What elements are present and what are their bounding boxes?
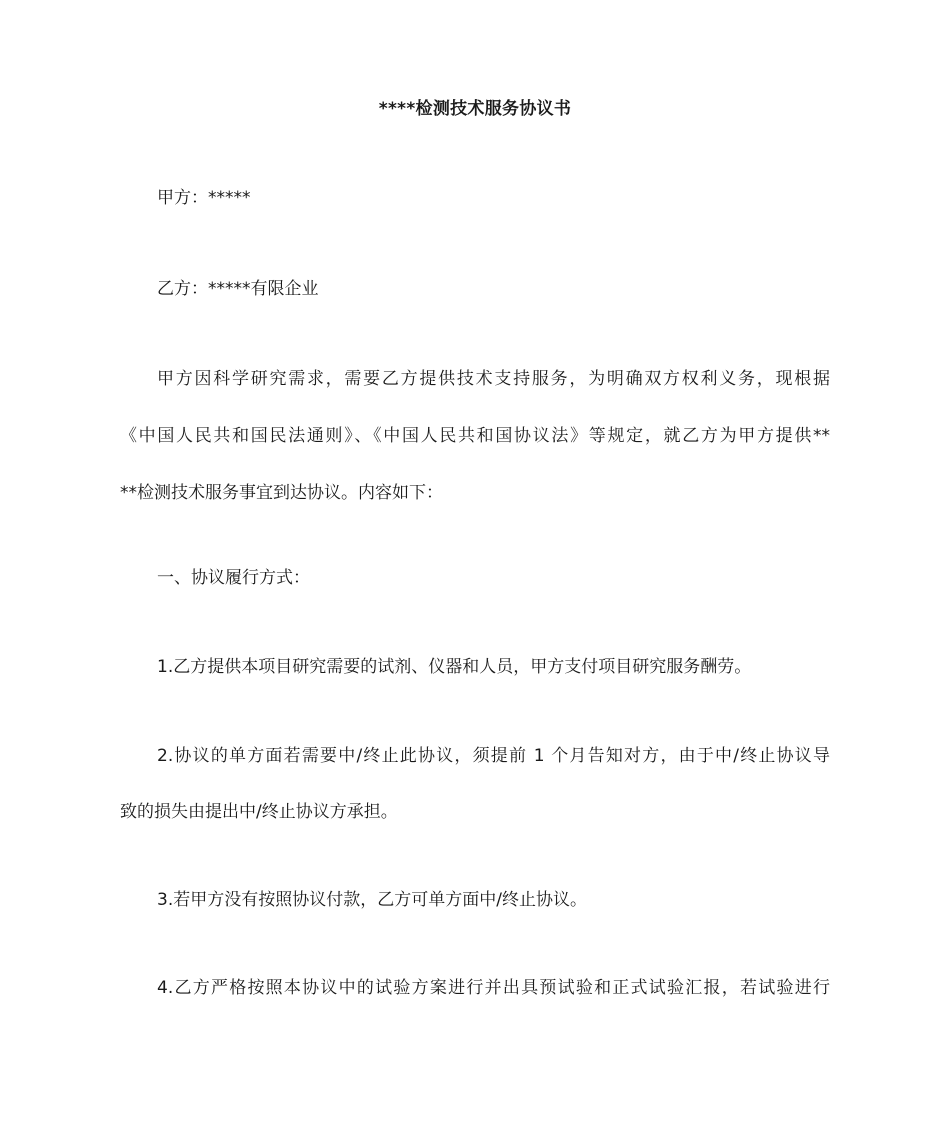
intro-paragraph-line-1: 甲方因科学研究需求，需要乙方提供技术支持服务，为明确双方权利义务，现根据	[157, 369, 830, 389]
party-b-line: 乙方：*****有限企业	[157, 279, 319, 299]
intro-paragraph-line-3: **检测技术服务事宜到达协议。内容如下：	[120, 483, 443, 503]
clause-2-line-1: 2.协议的单方面若需要中/终止此协议，须提前 1 个月告知对方，由于中/终止协议导	[157, 746, 830, 766]
party-a-line: 甲方：*****	[157, 188, 251, 208]
clause-4-line-1: 4.乙方严格按照本协议中的试验方案进行并出具预试验和正式试验汇报，若试验进行	[157, 978, 830, 998]
document-title: ****检测技术服务协议书	[378, 99, 572, 119]
clause-3: 3.若甲方没有按照协议付款，乙方可单方面中/终止协议。	[157, 890, 587, 910]
intro-paragraph-line-2: 《中国人民共和国民法通则》、《中国人民共和国协议法》等规定，就乙方为甲方提供**	[120, 426, 830, 446]
section-1-heading: 一、协议履行方式：	[157, 568, 310, 588]
clause-2-line-2: 致的损失由提出中/终止协议方承担。	[120, 802, 398, 822]
clause-1: 1.乙方提供本项目研究需要的试剂、仪器和人员，甲方支付项目研究服务酬劳。	[157, 657, 752, 677]
